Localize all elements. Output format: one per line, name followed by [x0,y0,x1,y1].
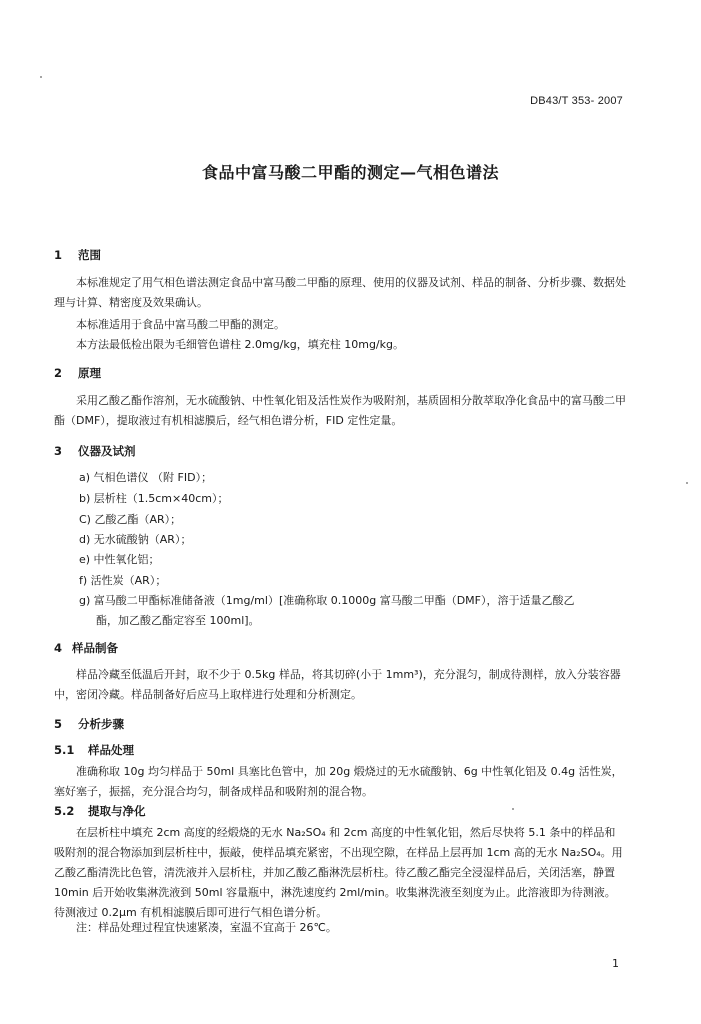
standard-code: DB43/T 353- 2007 [530,95,623,107]
extraction-paragraph: 在层析柱中填充 2cm 高度的经煅烧的无水 Na₂SO₄ 和 2cm 高度的中性氧化铝，然后尽快将 5.1 条中的样品和吸附剂的混合物添加到层析柱中，振敲，使样品填充紧密，不出现空隙，在样品上层再加 1cm 高的无水 Na₂SO₄。用乙酸乙酯清洗比色管，清洗液并入层析柱，并加乙酸乙酯淋洗层析柱。待乙酸乙酯完全浸湿样品后，关闭活塞，静置 10min 后开始收集淋洗液到 50ml 容量瓶中，淋洗速度约 2ml/min。收集淋洗液至刻度为止。此溶液即为待测液。待测液过 0.2μm 有机相滤膜后即可进行气相色谱分析。 [54,826,623,919]
extraction-note: 注：样品处理过程宜快速紧凑，室温不宜高于 26℃。 [76,921,337,934]
scope-detection-limit: 本方法最低检出限为毛细管色谱柱 2.0mg/kg，填充柱 10mg/kg。 [76,338,404,351]
section-title: 分析步骤 [78,717,125,731]
sample-treatment-paragraph: 准确称取 10g 均匀样品于 50ml 具塞比色管中，加 20g 煅烧过的无水硫酸钠、6g 中性氧化铝及 0.4g 活性炭，塞好塞子，振摇，充分混合均匀，制备成样品和吸附剂的混合物。 [54,765,623,798]
scan-speck [40,76,42,78]
subsection-5-2-heading [54,803,146,819]
scan-speck [512,808,514,810]
section-2-heading [54,365,101,381]
list-item: a) 气相色谱仪 （附 FID）； [79,471,213,484]
document-title: 食品中富马酸二甲酯的测定—气相色谱法 [201,163,499,182]
sample-prep-paragraph: 样品冷藏至低温后开封，取不少于 0.5kg 样品，将其切碎(小于 1mm³)，充分混匀，制成待测样，放入分装容器中，密闭冷藏。样品制备好后应马上取样进行处理和分析测定。 [54,668,621,701]
subsection-5-1-heading [54,742,134,758]
subsection-number: 5.2 [54,804,75,818]
section-title: 范围 [78,248,102,262]
scope-applicability: 本标准适用于食品中富马酸二甲酯的测定。 [76,318,285,331]
list-item: C) 乙酸乙酯（AR）； [79,513,182,526]
subsection-number: 5.1 [54,743,75,757]
section-4-heading [54,640,118,656]
scan-speck [686,482,688,484]
section-number: 1 [54,248,63,262]
section-number: 3 [54,444,63,458]
section-number: 2 [54,366,63,380]
section-5-heading [54,716,124,732]
subsection-title: 样品处理 [88,743,135,757]
section-3-heading [54,443,136,459]
principle-paragraph: 采用乙酸乙酯作溶剂，无水硫酸钠、中性氧化铝及活性炭作为吸附剂，基质固相分散萃取净化食品中的富马酸二甲酯（DMF），提取液过有机相滤膜后，经气相色谱分析，FID 定性定量。 [54,394,626,427]
section-title: 仪器及试剂 [78,444,136,458]
list-item: f) 活性炭（AR）； [79,574,167,587]
list-item: d) 无水硫酸钠（AR）； [79,533,192,546]
section-title: 原理 [78,366,102,380]
page-number: 1 [612,957,619,970]
section-number: 4 [54,641,63,655]
scope-paragraph: 本标准规定了用气相色谱法测定食品中富马酸二甲酯的原理、使用的仪器及试剂、样品的制备、分析步骤、数据处理与计算、精密度及效果确认。 [54,276,626,309]
section-title: 样品制备 [72,641,119,655]
subsection-title: 提取与净化 [88,804,146,818]
list-item: e) 中性氧化铝； [79,553,160,566]
list-item: g) 富马酸二甲酯标准储备液（1mg/ml）[准确称取 0.1000g 富马酸二甲酯（DMF），溶于适量乙酸乙 [79,594,575,607]
section-1-heading [54,247,101,263]
section-number: 5 [54,717,63,731]
list-item: b) 层析柱（1.5cm×40cm）； [79,492,229,505]
list-item-continuation: 酯，加乙酸乙酯定容至 100ml]。 [96,614,260,627]
